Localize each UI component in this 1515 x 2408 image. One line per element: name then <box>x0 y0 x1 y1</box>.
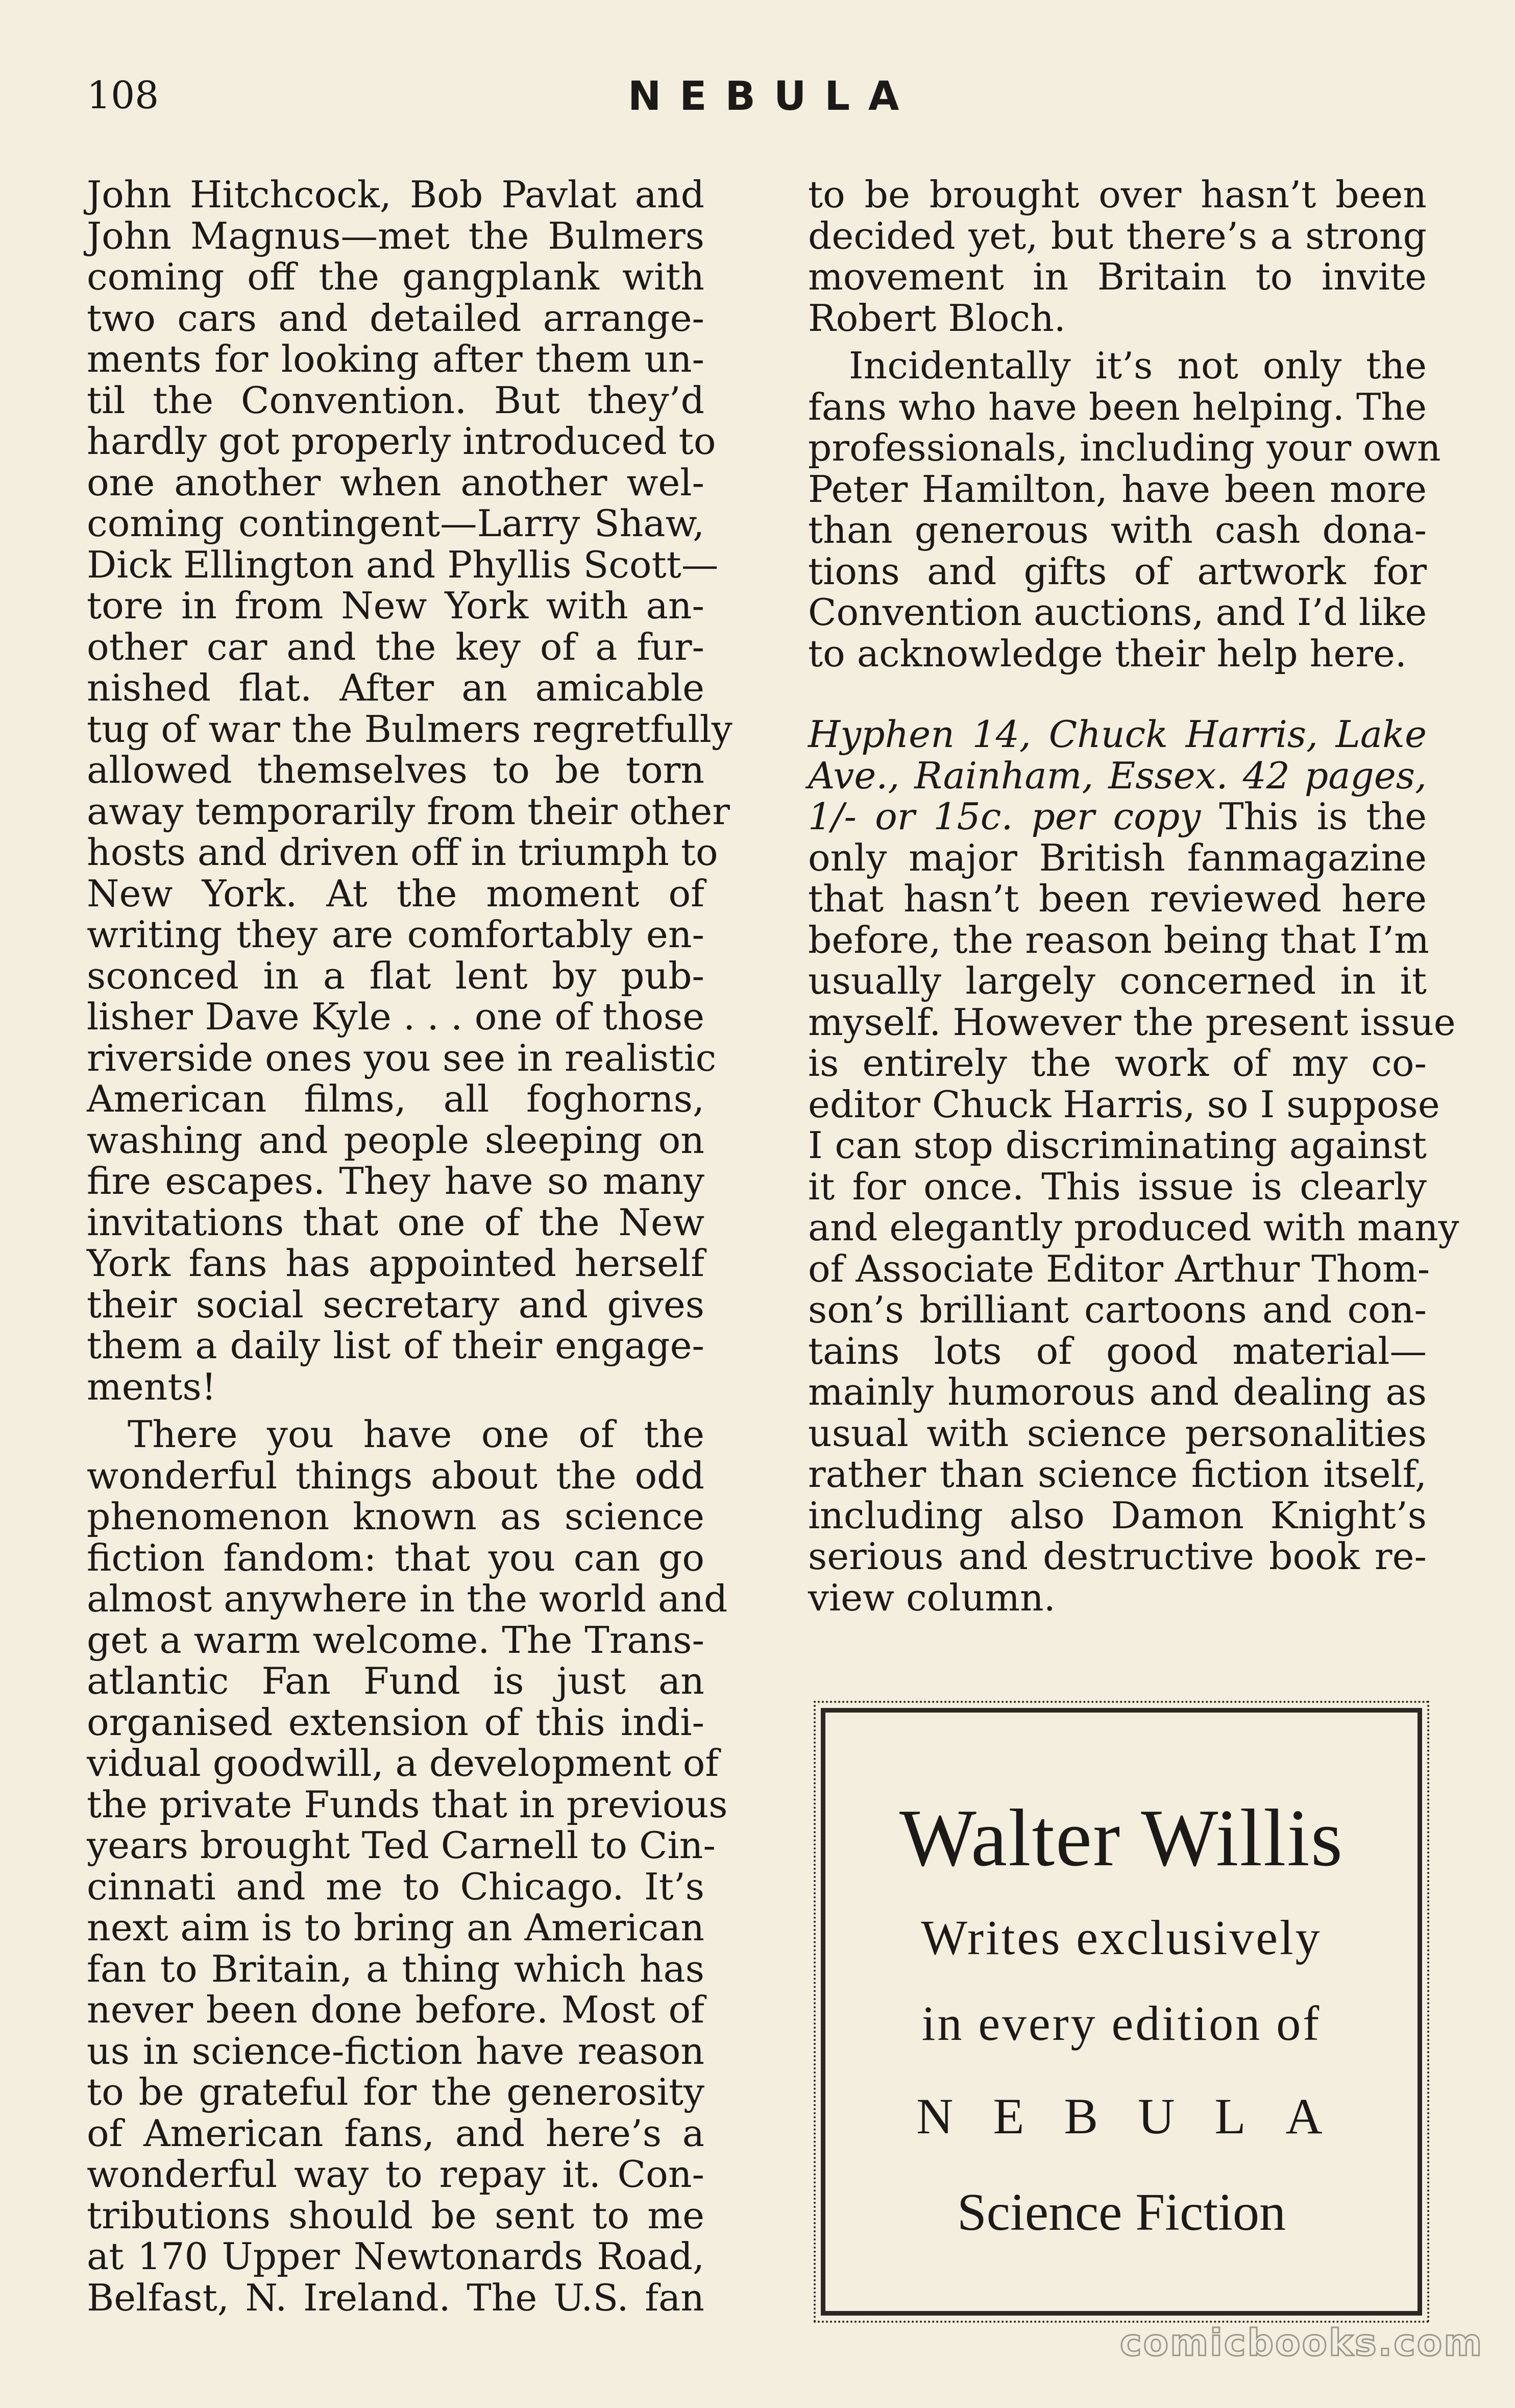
left-text-line: atlantic Fan Fund is just an <box>87 1660 704 1703</box>
left-text-line: tributions should be sent to me <box>87 2194 704 2237</box>
advert-brand: NEBULA <box>916 2088 1362 2145</box>
right-text-line: Peter Hamilton, have been more <box>808 468 1427 511</box>
advert-line-2: in every edition of <box>921 1996 1322 2051</box>
right-text-line: tions and gifts of artwork for <box>808 550 1427 593</box>
right-text-line: only major British fanmagazine <box>808 836 1427 880</box>
left-text-line: tore in from New York with an- <box>87 585 704 628</box>
left-text-line: wonderful way to repay it. Con- <box>87 2153 704 2196</box>
running-title: NEBULA <box>628 74 918 119</box>
right-text-line: view column. <box>808 1576 1056 1620</box>
right-text-line: decided yet, but there’s a strong <box>808 214 1427 258</box>
left-text-line: lisher Dave Kyle . . . one of those <box>87 996 704 1039</box>
right-text-line: Hyphen 14, Chuck Harris, Lake <box>808 713 1427 756</box>
advertisement-box <box>821 1708 1422 2316</box>
left-text-line: American films, all foghorns, <box>87 1078 704 1121</box>
left-text-line: til the Convention. But they’d <box>87 379 704 422</box>
left-text-line: ments! <box>87 1365 216 1409</box>
left-text-line: get a warm welcome. The Trans- <box>87 1619 704 1662</box>
watermark: comicbooks.com <box>1120 2321 1484 2364</box>
left-text-line: wonderful things about the odd <box>87 1454 704 1498</box>
left-text-line: one another when another wel- <box>87 461 704 504</box>
right-text-line: Convention auctions, and I’d like <box>808 591 1427 634</box>
left-text-line: riverside ones you see in realistic <box>87 1037 717 1080</box>
left-text-line: us in science-fiction have reason <box>87 2030 704 2073</box>
left-text-line: them a daily list of their engage- <box>87 1325 704 1367</box>
left-text-line: coming contingent—Larry Shaw, <box>87 502 704 545</box>
advert-subtitle: Science Fiction <box>957 2183 1286 2242</box>
left-text-line: next aim is to bring an American <box>87 1907 704 1949</box>
left-text-line: fiction fandom: that you can go <box>87 1536 704 1580</box>
left-text-line: almost anywhere in the world and <box>87 1578 728 1621</box>
left-text-line: Belfast, N. Ireland. The U.S. fan <box>87 2276 704 2320</box>
left-text-line: ments for looking after them un- <box>87 338 704 381</box>
right-text-line: it for once. This issue is clearly <box>808 1165 1427 1209</box>
right-text-line: I can stop discriminating against <box>808 1124 1427 1167</box>
right-text-line: including also Damon Knight’s <box>808 1494 1427 1537</box>
right-text-line: is entirely the work of my co- <box>808 1042 1427 1085</box>
right-text-line: and elegantly produced with many <box>808 1207 1459 1249</box>
left-text-line: York fans has appointed herself <box>87 1242 704 1285</box>
left-text-line: hosts and driven off in triumph to <box>87 831 718 874</box>
left-column <box>87 174 732 2320</box>
right-text-line: to acknowledge their help here. <box>808 632 1407 676</box>
right-text-line: tains lots of good material— <box>808 1330 1427 1373</box>
right-text-line: fans who have been helping. The <box>808 386 1427 429</box>
left-text-line: writing they are comfortably en- <box>87 913 704 956</box>
right-text-line: mainly humorous and dealing as <box>808 1371 1427 1414</box>
left-text-line: other car and the key of a fur- <box>87 625 704 669</box>
left-text-line: two cars and detailed arrange- <box>87 297 704 340</box>
right-text-line: Ave., Rainham, Essex. 42 pages, <box>808 754 1427 798</box>
left-text-line: away temporarily from their other <box>87 790 730 833</box>
left-text-line: nished flat. After an amicable <box>87 667 704 710</box>
left-text-line: fan to Britain, a thing which has <box>87 1947 704 1991</box>
left-text-line: invitations that one of the New <box>87 1201 704 1244</box>
right-text-line: editor Chuck Harris, so I suppose <box>808 1083 1440 1126</box>
right-text-line: professionals, including your own <box>808 427 1441 470</box>
left-text-line: sconced in a flat lent by pub- <box>87 954 704 998</box>
right-text-line: 1/- or 15c. per copy This is the <box>808 796 1427 838</box>
right-text-line: of Associate Editor Arthur Thom- <box>808 1247 1430 1291</box>
right-text-line: to be brought over hasn’t been <box>808 174 1427 216</box>
left-text-line: fire escapes. They have so many <box>87 1160 704 1203</box>
advert-author-name: Walter Willis <box>899 1792 1344 1883</box>
right-text-line: movement in Britain to invite <box>808 256 1427 299</box>
left-text-line: Dick Ellington and Phyllis Scott— <box>87 543 719 587</box>
left-text-line: New York. At the moment of <box>87 872 704 916</box>
left-text-line: There you have one of the <box>128 1413 704 1456</box>
left-text-line: phenomenon known as science <box>87 1496 704 1538</box>
left-text-line: washing and people sleeping on <box>87 1119 704 1162</box>
advert-line-1: Writes exclusively <box>921 1910 1322 1965</box>
right-column <box>808 174 1459 1620</box>
left-text-line: organised extension of this indi- <box>87 1701 704 1744</box>
right-text-line: myself. However the present issue <box>808 1001 1456 1044</box>
left-text-line: the private Funds that in previous <box>87 1783 728 1826</box>
right-text-line: before, the reason being that I’m <box>808 919 1429 962</box>
left-text-line: coming off the gangplank with <box>87 256 704 299</box>
right-text-line: rather than science fiction itself, <box>808 1453 1427 1496</box>
left-text-line: to be grateful for the generosity <box>87 2071 704 2114</box>
right-text-line: than generous with cash dona- <box>808 509 1427 552</box>
left-text-line: John Hitchcock, Bob Pavlat and <box>87 174 704 216</box>
left-text-line: cinnati and me to Chicago. It’s <box>87 1865 704 1909</box>
left-text-line: vidual goodwill, a development of <box>87 1742 719 1785</box>
right-text-line: usually largely concerned in it <box>808 960 1427 1003</box>
right-text-line: serious and destructive book re- <box>808 1535 1427 1578</box>
left-text-line: of American fans, and here’s a <box>87 2112 704 2155</box>
left-text-line: tug of war the Bulmers regretfully <box>87 708 732 751</box>
right-text-line: Robert Bloch. <box>808 297 1066 340</box>
right-text-line: son’s brilliant cartoons and con- <box>808 1289 1427 1332</box>
right-text-line: usual with science personalities <box>808 1412 1427 1455</box>
page-number: 108 <box>87 74 159 117</box>
left-text-line: allowed themselves to be torn <box>87 749 704 792</box>
left-text-line: at 170 Upper Newtonards Road, <box>87 2235 704 2278</box>
left-text-line: John Magnus—met the Bulmers <box>87 214 704 258</box>
left-text-line: hardly got properly introduced to <box>87 420 716 463</box>
right-text-line: Incidentally it’s not only the <box>849 345 1427 388</box>
left-text-line: their social secretary and gives <box>87 1283 704 1327</box>
right-text-line: that hasn’t been reviewed here <box>808 878 1427 921</box>
left-text-line: never been done before. Most of <box>87 1989 704 2032</box>
left-text-line: years brought Ted Carnell to Cin- <box>87 1824 716 1867</box>
